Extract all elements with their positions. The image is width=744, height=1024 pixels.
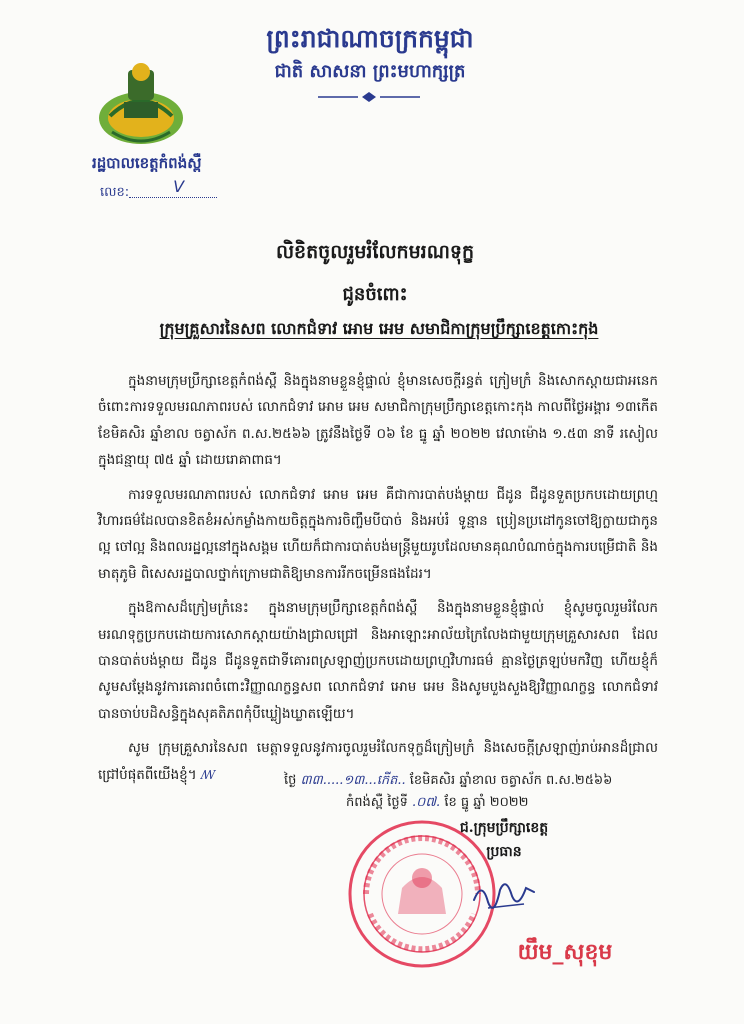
reference-label: លេខ: [100,185,130,200]
ornament-divider-icon [314,90,424,104]
lunar-date-line [284,772,664,791]
sender-name: រដ្ឋបាលខេត្តកំពង់ស្ពឺ [92,154,202,172]
handwritten-signature-icon [468,870,538,920]
recipient-name: ក្រុមគ្រួសារនៃសព លោកជំទាវ អោម អេម សមាជិកាក្រុមប្រឹក្សាខេត្តកោះកុង [159,319,599,338]
body-paragraph-1: ក្នុងនាមក្រុមប្រឹក្សាខេត្តកំពង់ស្ពឺ និងក្នុងនាមខ្លួនខ្ញុំផ្ទាល់ ខ្ញុំមានសេចក្តីរន្ធត់ ក្រៀមក្រំ និងសោកស្តាយជាអនេកចំពោះការទទួលមរណភាពរបស់ លោកជំទាវ អោម អេម សមាជិកាក្រុមប្រឹក្សាខេត្តកោះកុង កាលពីថ្ងៃអង្គារ ១៣កើត ខែមិគសិរ ឆ្នាំខាល ចត្វាស័ក ព.ស.២៥៦៦ ត្រូវនឹងថ្ងៃទី ០៦ ខែ ធ្នូ ឆ្នាំ ២០២២ វេលាម៉ោង ១.៥៣ នាទី រសៀល ក្នុងជន្មាយុ ៧៥ ឆ្នាំ ដោយរោគាពាធ។ [98,373,658,469]
lunar-date-prefix: ថ្ងៃ [284,773,297,788]
reference-field [129,177,217,198]
body-paragraph-2: ការទទួលមរណភាពរបស់ លោកជំទាវ អោម អេម គឺជាការបាត់បង់ម្តាយ ជីដូន ជីដូនទួតប្រកបដោយព្រហ្មវិហារធម៌ដែលបានខិតខំអស់កម្លាំងកាយចិត្តក្នុងការចិញ្ចឹមបីបាច់ និងអប់រំ ទូន្មាន ប្រៀនប្រដៅកូនចៅឱ្យក្លាយជាកូនល្អ ចៅល្អ និងពលរដ្ឋល្អនៅក្នុងសង្គម ហើយក៏ជាការបាត់បង់មន្ត្រីមួយរូបដែលមានគុណបំណាច់ក្នុងការបម្រើជាតិ និងមាតុភូមិ ពិសេសរដ្ឋបាលថ្នាក់ក្រោមជាតិឱ្យមានការរីកចម្រើនផងដែរ។ [98,486,658,582]
letter-body [98,368,658,796]
reference-mark: V [173,177,185,196]
recipient-label: ជូនចំពោះ [342,284,408,305]
kingdom-heading: ព្រះរាជាណាចក្រកម្ពុជា [266,24,474,53]
council-emblem-icon [92,58,190,150]
solar-date-prefix: កំពង់ស្ពឺ ថ្ងៃទី [346,795,408,810]
solar-date-suffix: ខែ ធ្នូ ឆ្នាំ ២០២២ [444,795,529,810]
national-motto: ជាតិ សាសនា ព្រះមហាក្សត្រ [274,61,466,82]
initial-mark: ꟿ [200,767,216,782]
reference-line [100,177,220,203]
signatory-organization: ជ.ក្រុមប្រឹក្សាខេត្ត [459,820,549,836]
signatory-title: ប្រធាន [486,844,522,860]
body-paragraph-3: ក្នុងឱកាសដ៏ក្រៀមក្រំនេះ ក្នុងនាមក្រុមប្រឹក្សាខេត្តកំពង់ស្ពឺ និងក្នុងនាមខ្លួនខ្ញុំផ្ទាល់ ខ្ញុំសូមចូលរួមរំលែកមរណទុក្ខប្រកបដោយការសោកស្តាយយ៉ាងជ្រាលជ្រៅ និងអាឡោះអាល័យក្រៃលែងជាមួយក្រុមគ្រួសារសព ដែលបានបាត់បង់ម្តាយ ជីដូន ជីដូនទួតជាទីគោរពស្រឡាញ់ប្រកបដោយព្រហ្មវិហារធម៌ គ្មានថ្ងៃត្រឡប់មកវិញ ហើយខ្ញុំក៏សូមសម្តែងនូវការគោរពចំពោះវិញ្ញាណក្ខន្ធសព លោកជំទាវ អោម អេម និងសូមបួងសួងឱ្យវិញ្ញាណក្ខន្ធ លោកជំទាវ បានចាប់បដិសន្ធិក្នុងសុគតិភពកុំបីឃ្លៀងឃ្លាតឡើយ។ [98,600,658,722]
solar-date-line [346,794,666,813]
solar-date-handwritten: .០៧. [412,795,441,810]
lunar-date-handwritten: ៣៣.....១៣...កើត.. [300,773,406,788]
letter-title: លិខិតចូលរួមរំលែកមរណទុក្ខ [275,241,475,263]
signer-name: យឹម_សុខុម [517,939,613,965]
lunar-date-suffix: ខែមិគសិរ ឆ្នាំខាល ចត្វាស័ក ព.ស.២៥៦៦ [409,773,613,788]
closing-text: សូម ក្រុមគ្រួសារនៃសព មេត្តាទទួលនូវការចូលរួមរំលែកទុក្ខដ៏ក្រៀមក្រំ និងសេចក្តីស្រឡាញ់រាប់អានដ៏ជ្រាលជ្រៅបំផុតពីយើងខ្ញុំ។ [98,740,658,783]
